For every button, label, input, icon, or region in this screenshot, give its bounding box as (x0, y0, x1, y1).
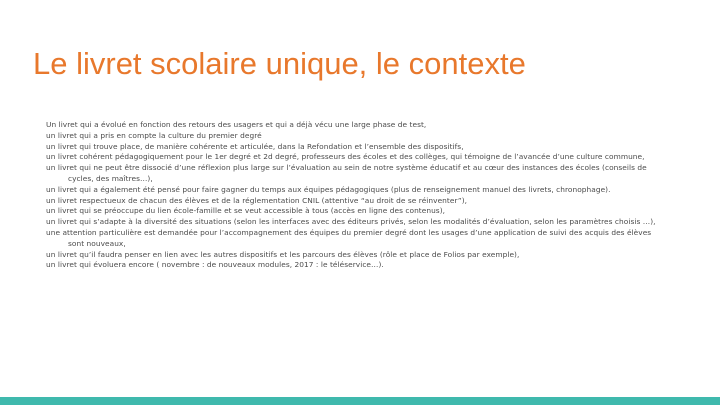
list-item-text: un livret qu’il faudra penser en lien avec les autres dispositifs et les parcours des élèves (rôle et place de Folios par exemple), (46, 249, 520, 259)
list-item (46, 163, 694, 185)
list-item-text: un livret qui ne peut être dissocié d’une réflexion plus large sur l’évaluation au sein de notre système éducatif et au cœur des instances des écoles (conseils de (46, 163, 647, 173)
list-item (46, 185, 694, 196)
list-item (46, 250, 694, 261)
list-item (46, 217, 694, 228)
list-item-text: un livret cohérent pédagogiquement pour le 1er degré et 2d degré, professeurs des écoles et des collèges, qui témoigne de l’avancée d’une culture commune, (46, 152, 645, 162)
list-item-text: un livret qui a pris en compte la culture du premier degré (46, 130, 262, 140)
list-item-text: un livret qui s’adapte à la diversité des situations (selon les interfaces avec des éditeurs privés, selon les modalités d’évaluation, selon les paramètres choisis …), (46, 217, 656, 227)
bottom-accent-bar (0, 397, 720, 405)
list-item-text: un livret qui évoluera encore ( novembre : de nouveaux modules, 2017 : le téléservice…). (46, 260, 384, 270)
list-item (46, 131, 694, 142)
list-item-text: un livret respectueux de chacun des élèves et de la réglementation CNIL (attentive “au droit de se réinventer”), (46, 195, 468, 205)
list-item-text: un livret qui se préoccupe du lien école-famille et se veut accessible à tous (accès en ligne des contenus), (46, 206, 446, 216)
list-item (46, 142, 694, 153)
bullet-list (46, 120, 694, 271)
list-item (46, 120, 694, 131)
slide-title: Le livret scolaire unique, le contexte (33, 46, 526, 81)
list-item-continuation: sont nouveaux, (68, 238, 126, 248)
list-item (46, 260, 694, 271)
list-item-continuation: cycles, des maîtres…), (68, 173, 153, 183)
list-item (46, 206, 694, 217)
list-item (46, 152, 694, 163)
list-item-text: un livret qui trouve place, de manière cohérente et articulée, dans la Refondation et l’ensemble des dispositifs, (46, 141, 464, 151)
list-item-text: une attention particulière est demandée pour l’accompagnement des équipes du premier degré dont les usages d’une application de suivi des acquis des élèves (46, 227, 652, 237)
list-item (46, 196, 694, 207)
list-item-text: Un livret qui a évolué en fonction des retours des usagers et qui a déjà vécu une large phase de test, (46, 120, 427, 129)
list-item-text: un livret qui a également été pensé pour faire gagner du temps aux équipes pédagogiques (plus de renseignement manuel des livrets, chronophage). (46, 184, 611, 194)
list-item (46, 228, 694, 250)
